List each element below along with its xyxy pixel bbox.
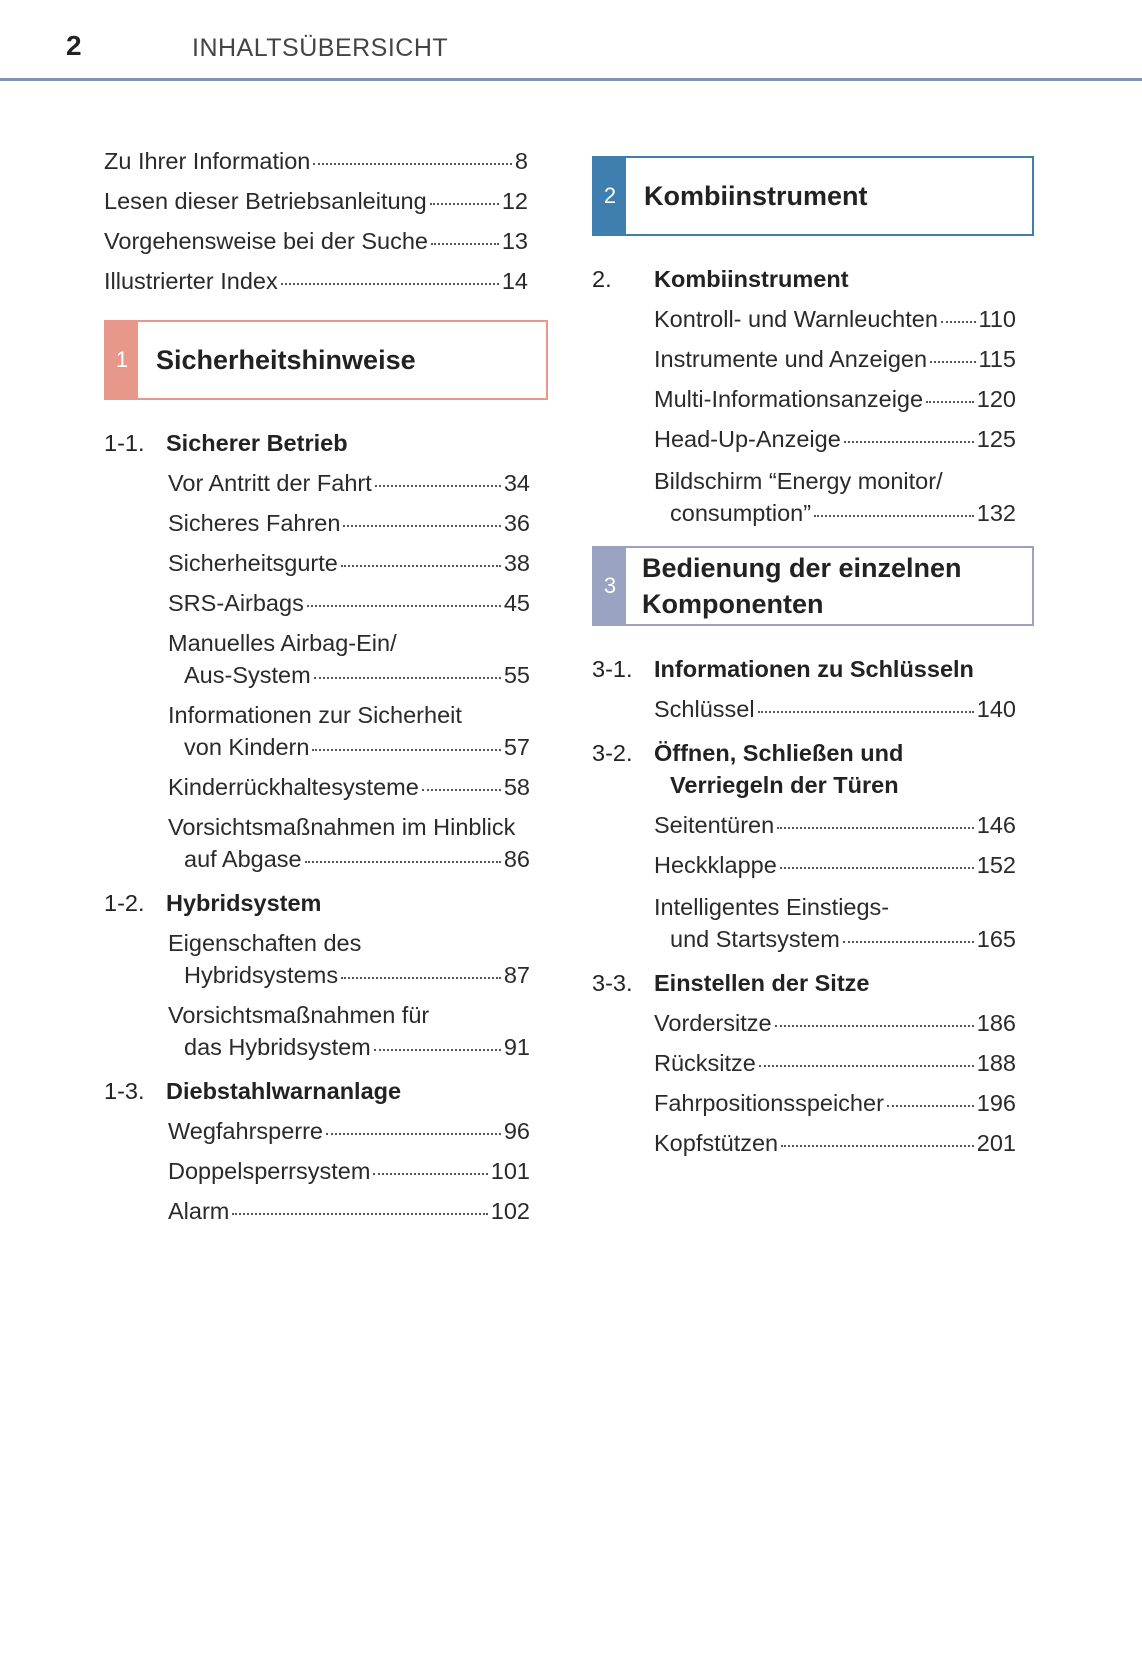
toc-entry[interactable]: [184, 960, 530, 990]
toc-entry-page: 13: [501, 228, 528, 254]
toc-entry[interactable]: [168, 508, 530, 538]
leader-dots: [343, 525, 500, 527]
toc-entry-zu-ihrer-information[interactable]: [104, 146, 528, 176]
chapter-3-heading[interactable]: [592, 546, 1034, 626]
toc-entry-label: Kinderrückhaltesysteme: [168, 774, 419, 800]
toc-entry-label: Head-Up-Anzeige: [654, 426, 841, 452]
leader-dots: [374, 1049, 501, 1051]
leader-dots: [312, 749, 500, 751]
toc-entry-page: 165: [976, 926, 1016, 952]
toc-entry-page: 96: [503, 1118, 530, 1144]
toc-entry-page: 55: [503, 662, 530, 688]
toc-entry-label: Alarm: [168, 1198, 230, 1224]
toc-entry[interactable]: [168, 468, 530, 498]
toc-entry-label: Wegfahrsperre: [168, 1118, 323, 1144]
toc-entry-page: 132: [976, 500, 1016, 526]
toc-entry[interactable]: [654, 810, 1016, 840]
toc-entry-page: 87: [503, 962, 530, 988]
toc-entry[interactable]: [654, 304, 1016, 334]
subsection-number: 2.: [592, 266, 612, 292]
leader-dots: [341, 977, 501, 979]
toc-entry-label: das Hybridsystem: [184, 1034, 371, 1060]
toc-entry-page: 196: [976, 1090, 1016, 1116]
leader-dots: [777, 827, 974, 829]
subsection-title: Diebstahlwarnanlage: [166, 1078, 402, 1104]
toc-entry-page: 58: [503, 774, 530, 800]
toc-entry-label: Rücksitze: [654, 1050, 756, 1076]
chapter-number-tab: 1: [106, 322, 138, 398]
toc-entry-label: und Startsystem: [670, 926, 840, 952]
leader-dots: [305, 861, 501, 863]
toc-entry-label: Vorgehensweise bei der Suche: [104, 228, 428, 254]
chapter-number-tab: 2: [594, 158, 626, 234]
chapter-2-heading[interactable]: [592, 156, 1034, 236]
toc-entry-page: 57: [503, 734, 530, 760]
leader-dots: [759, 1065, 974, 1067]
subsection-number: 3-3.: [592, 970, 633, 996]
toc-entry-label: SRS-Airbags: [168, 590, 304, 616]
toc-entry-line1[interactable]: Informationen zur Sicherheit: [168, 702, 462, 728]
toc-entry[interactable]: [654, 694, 1016, 724]
subsection-title: Öffnen, Schließen und: [654, 740, 904, 766]
toc-entry-label: Instrumente und Anzeigen: [654, 346, 928, 372]
subsection-2[interactable]: [592, 264, 849, 294]
toc-entry[interactable]: [184, 732, 530, 762]
subsection-number: 1-3.: [104, 1078, 145, 1104]
toc-entry-illustrierter-index[interactable]: [104, 266, 528, 296]
toc-entry-lesen-dieser-betriebsanleitung[interactable]: [104, 186, 528, 216]
chapter-title-line2: Komponenten: [642, 589, 824, 619]
toc-entry-label: Seitentüren: [654, 812, 775, 838]
toc-entry-label: Fahrpositionsspeicher: [654, 1090, 884, 1116]
chapter-number-tab: 3: [594, 548, 626, 624]
toc-entry-line1[interactable]: Vorsichtsmaßnahmen für: [168, 1002, 430, 1028]
subsection-3-2-title-line2[interactable]: Verriegeln der Türen: [670, 772, 899, 798]
toc-entry-page: 101: [490, 1158, 530, 1184]
toc-entry-page: 91: [503, 1034, 530, 1060]
toc-entry[interactable]: [168, 548, 530, 578]
leader-dots: [373, 1173, 487, 1175]
section-title: INHALTSÜBERSICHT: [192, 34, 449, 62]
toc-entry-page: 120: [976, 386, 1016, 412]
subsection-number: 1-2.: [104, 890, 145, 916]
toc-entry-label: Hybridsystems: [184, 962, 339, 988]
toc-entry[interactable]: [670, 924, 1016, 954]
toc-entry[interactable]: [654, 1008, 1016, 1038]
toc-entry-line1[interactable]: Vorsichtsmaßnahmen im Hinblick: [168, 814, 516, 840]
toc-entry-label: Zu Ihrer Information: [104, 148, 311, 174]
subsection-1-2[interactable]: [104, 888, 321, 918]
toc-entry-page: 86: [503, 846, 530, 872]
toc-entry[interactable]: [654, 1048, 1016, 1078]
chapter-title: Sicherheitshinweise: [156, 345, 416, 375]
toc-entry-page: 34: [503, 470, 530, 496]
leader-dots: [314, 677, 501, 679]
toc-entry[interactable]: [168, 772, 530, 802]
toc-entry-label: Sicherheitsgurte: [168, 550, 338, 576]
toc-entry[interactable]: [654, 1088, 1016, 1118]
leader-dots: [281, 283, 499, 285]
subsection-title: Einstellen der Sitze: [654, 970, 870, 996]
toc-entry-label: consumption”: [670, 500, 812, 526]
toc-entry-page: 102: [490, 1198, 530, 1224]
toc-entry-page: 140: [976, 696, 1016, 722]
toc-entry-page: 36: [503, 510, 530, 536]
toc-entry-label: Kopfstützen: [654, 1130, 779, 1156]
toc-entry-page: 38: [503, 550, 530, 576]
toc-entry-page: 146: [976, 812, 1016, 838]
leader-dots: [781, 1145, 974, 1147]
toc-entry-page: 45: [503, 590, 530, 616]
subsection-1-1[interactable]: [104, 428, 348, 458]
toc-entry[interactable]: [184, 660, 530, 690]
leader-dots: [326, 1133, 501, 1135]
leader-dots: [422, 789, 501, 791]
toc-entry-page: 8: [514, 148, 528, 174]
toc-entry[interactable]: [184, 844, 530, 874]
leader-dots: [775, 1025, 974, 1027]
toc-entry[interactable]: [168, 588, 530, 618]
toc-entry[interactable]: [184, 1032, 530, 1062]
leader-dots: [341, 565, 501, 567]
toc-entry-vorgehensweise[interactable]: [104, 226, 528, 256]
subsection-3-1[interactable]: [592, 654, 974, 684]
toc-entry-label: auf Abgase: [184, 846, 302, 872]
toc-entry-line1[interactable]: Intelligentes Einstiegs-: [654, 894, 890, 920]
chapter-title: Kombiinstrument: [644, 181, 868, 211]
leader-dots: [926, 401, 974, 403]
toc-entry-label: Schlüssel: [654, 696, 755, 722]
toc-entry-page: 115: [978, 346, 1016, 372]
toc-entry-page: 14: [501, 268, 528, 294]
subsection-3-3[interactable]: [592, 968, 869, 998]
subsection-title: Hybridsystem: [166, 890, 322, 916]
page-number: 2: [66, 30, 82, 61]
toc-entry-page: 12: [501, 188, 528, 214]
toc-entry-page: 152: [976, 852, 1016, 878]
subsection-number: 3-2.: [592, 740, 633, 766]
toc-entry-page: 188: [976, 1050, 1016, 1076]
toc-entry-label: von Kindern: [184, 734, 310, 760]
toc-entry-label: Sicheres Fahren: [168, 510, 341, 536]
toc-entry[interactable]: [670, 498, 1016, 528]
leader-dots: [941, 321, 976, 323]
toc-entry[interactable]: [168, 1196, 530, 1226]
toc-entry-label: Illustrierter Index: [104, 268, 278, 294]
header-divider: [0, 78, 1142, 81]
leader-dots: [307, 605, 501, 607]
toc-entry-label: Lesen dieser Betriebsanleitung: [104, 188, 427, 214]
toc-entry-label: Heckklappe: [654, 852, 777, 878]
subsection-title: Kombiinstrument: [654, 266, 849, 292]
toc-entry-page: 201: [976, 1130, 1016, 1156]
leader-dots: [780, 867, 974, 869]
subsection-number: 3-1.: [592, 656, 633, 682]
toc-entry-label: Kontroll- und Warnleuchten: [654, 306, 938, 332]
subsection-number: 1-1.: [104, 430, 145, 456]
toc-entry[interactable]: [168, 1156, 530, 1186]
leader-dots: [375, 485, 501, 487]
leader-dots: [887, 1105, 974, 1107]
leader-dots: [844, 441, 974, 443]
leader-dots: [232, 1213, 487, 1215]
chapter-1-heading[interactable]: [104, 320, 548, 400]
toc-entry[interactable]: [654, 1128, 1016, 1158]
toc-entry[interactable]: [654, 850, 1016, 880]
toc-entry-page: 186: [976, 1010, 1016, 1036]
toc-entry-label: Doppelsperrsystem: [168, 1158, 371, 1184]
toc-entry[interactable]: [654, 424, 1016, 454]
subsection-title: Informationen zu Schlüsseln: [654, 656, 974, 682]
leader-dots: [313, 163, 512, 165]
toc-entry-page: 125: [976, 426, 1016, 452]
subsection-1-3[interactable]: [104, 1076, 401, 1106]
toc-entry-line1[interactable]: Manuelles Airbag-Ein/: [168, 630, 397, 656]
toc-entry-line1[interactable]: Eigenschaften des: [168, 930, 362, 956]
subsection-title: Sicherer Betrieb: [166, 430, 348, 456]
toc-entry-line1[interactable]: Bildschirm “Energy monitor/: [654, 468, 943, 494]
page-header: [0, 0, 1142, 82]
toc-entry-label: Vor Antritt der Fahrt: [168, 470, 372, 496]
toc-entry-label: Vordersitze: [654, 1010, 772, 1036]
subsection-3-2[interactable]: [592, 738, 903, 768]
toc-entry-label: Multi-Informationsanzeige: [654, 386, 924, 412]
toc-entry-label: Aus-System: [184, 662, 311, 688]
leader-dots: [930, 361, 975, 363]
toc-entry-page: 110: [978, 306, 1016, 332]
toc-entry[interactable]: [168, 1116, 530, 1146]
leader-dots: [430, 203, 499, 205]
chapter-title-line1: Bedienung der einzelnen: [642, 553, 962, 583]
leader-dots: [814, 515, 974, 517]
leader-dots: [843, 941, 974, 943]
toc-entry[interactable]: [654, 344, 1016, 374]
leader-dots: [431, 243, 499, 245]
leader-dots: [758, 711, 974, 713]
toc-entry[interactable]: [654, 384, 1016, 414]
